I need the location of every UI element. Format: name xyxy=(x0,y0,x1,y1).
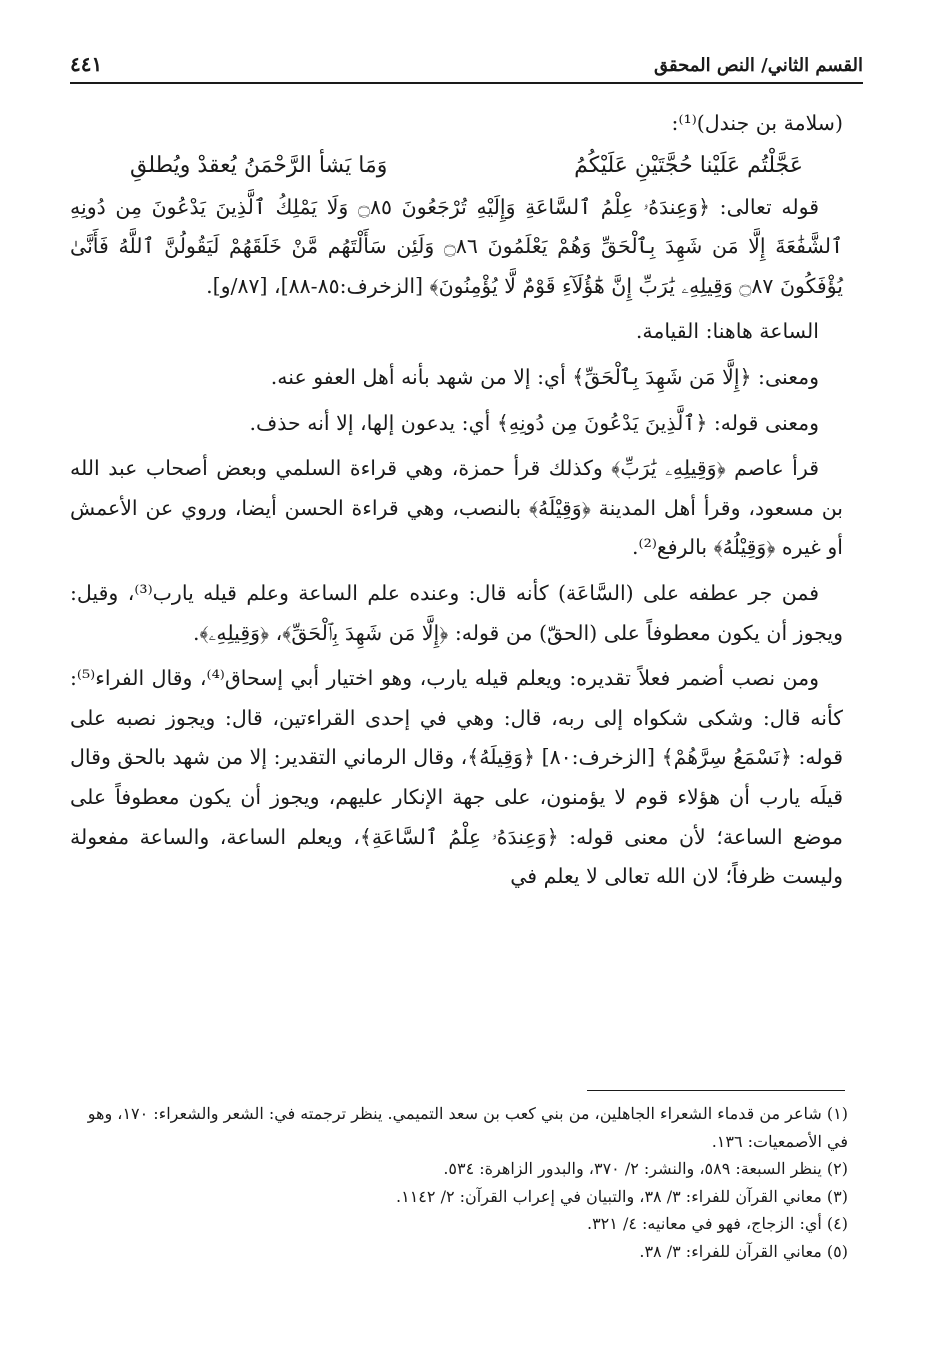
running-header xyxy=(70,50,863,84)
footnote-1: (١) شاعر من قدماء الشعراء الجاهلين، من بني كعب بن سعد التميمي. ينظر ترجمته في: الشعر والشعراء: ١٧٠، وهو في الأصمعيات: ١٣٦. xyxy=(87,1104,848,1151)
footnote-3: (٣) معاني القرآن للفراء: ٣/ ٣٨، والتبيان في إعراب القرآن: ٢/ ١١٤٢. xyxy=(396,1186,848,1206)
meaning-line-1: ومعنى: ﴿إِلَّا مَن شَهِدَ بِٱلْحَقِّ﴾ أي: إلا من شهد بأنه أهل العفو عنه. xyxy=(270,364,819,389)
accusative-paragraph: ومن نصب أضمر فعلاً تقديره: ويعلم قيله يارب، وهو اختيار أبي إسحاق⁽⁴⁾، وقال الفراء⁽⁵⁾: كأنه قال: وشكى شكواه إلى ربه، قال: وهي في إحدى القراءتين، قال: ويجوز نصبه على قوله: ﴿نَسْمَعُ سِرَّهُمْ﴾ [الزخرف:٨٠] ﴿وَقِيلَهُ﴾، وقال الرماني التقدير: إلا من شهد بالحق وقال قيلَه يارب أن هؤلاء قوم لا يؤمنون، على جهة الإنكار عليهم، ويجوز أن يكون معطوفاً على موضع الساعة؛ لأن معنى قوله: ﴿وَعِندَهُۥ عِلْمُ ٱلسَّاعَةِ﴾، ويعلم الساعة، والساعة مفعولة وليست ظرفاً؛ لان الله تعالى لا يعلم في xyxy=(70,666,844,889)
readings-paragraph: قرأ عاصم ﴿وَقِيلِهِۦ يَٰرَبِّ﴾ وكذلك قرأ حمزة، وهي قراءة السلمي وبعض أصحاب عبد الله بن مسعود، وقرأ أهل المدينة ﴿وَقِيْلَهُ﴾ بالنصب، وهي قراءة الحسن أيضا، وروي عن الأعمش أو غيره ﴿وَقِيْلُهُ﴾ بالرفع⁽²⁾. xyxy=(70,456,843,560)
footnote-separator xyxy=(587,1090,845,1091)
poetry-verse xyxy=(70,144,843,188)
verse-second-hemistich: وَمَا يَشأ الرَّحْمَنُ يُعقدْ ويُطلقِ xyxy=(130,152,388,178)
meaning-line-2: ومعنى قوله: ﴿ٱلَّذِينَ يَدْعُونَ مِن دُونِهِ﴾ أي: يدعون إلها، إلا أنه حذف. xyxy=(249,410,819,435)
footnote-5: (٥) معاني القرآن للفراء: ٣/ ٣٨. xyxy=(639,1241,848,1261)
page-number: ٤٤١ xyxy=(70,52,103,76)
footnote-4: (٤) أي: الزجاج، فهو في معانيه: ٤/ ٣٢١. xyxy=(586,1214,848,1233)
main-text xyxy=(70,104,843,897)
verse-first-hemistich: عَجَّلْتُم عَلَيْنا حُجَّتَيْنِ عَلَيْكُمُ xyxy=(574,152,803,178)
quran-citation-paragraph: قوله تعالى: ﴿وَعِندَهُۥ عِلْمُ ٱلسَّاعَةِ وَإِلَيْهِ تُرْجَعُونَ ۝٨٥ وَلَا يَمْلِكُ ٱلَّذِينَ يَدْعُونَ مِن دُونِهِ ٱلشَّفَٰعَةَ إِلَّا مَن شَهِدَ بِٱلْحَقِّ وَهُمْ يَعْلَمُونَ ۝٨٦ وَلَئِن سَأَلْتَهُم مَّنْ خَلَقَهُمْ لَيَقُولُنَّ ٱللَّهُ فَأَنَّىٰ يُؤْفَكُونَ ۝٨٧ وَقِيلِهِۦ يَٰرَبِّ إِنَّ هَٰٓؤُلَآءِ قَوْمٌ لَّا يُؤْمِنُونَ﴾ [الزخرف:٨٥-٨٨]، [٨٧/و]. xyxy=(70,194,843,298)
footnotes xyxy=(70,1100,848,1265)
definition-line: الساعة هاهنا: القيامة. xyxy=(635,319,819,344)
poet-attribution: (سلامة بن جندل)⁽¹⁾: xyxy=(671,111,843,135)
footnote-2: (٢) ينظر السبعة: ٥٨٩، والنشر: ٢/ ٣٧٠، والبدور الزاهرة: ٥٣٤. xyxy=(443,1159,848,1178)
header-title: القسم الثاني/ النص المحقق xyxy=(653,55,863,76)
genitive-paragraph: فمن جر عطفه على (السَّاعَة) كأنه قال: وعنده علم الساعة وعلم قيله يارب⁽³⁾، وقيل: ويجوز أن يكون معطوفاً على (الحقّ) من قوله: ﴿إِلَّا مَن شَهِدَ بِٱلْحَقِّ﴾، ﴿وَقِيلِهِۦ﴾. xyxy=(70,580,843,645)
